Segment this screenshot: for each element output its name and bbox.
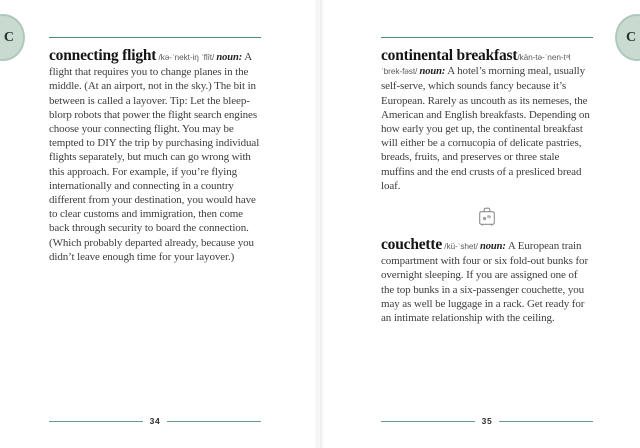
entry-part-of-speech: noun: xyxy=(216,52,243,63)
entry-pronunciation: /kə-ˈnekt-iŋ ˈflīt/ xyxy=(156,52,217,62)
entry-term: continental breakfast xyxy=(381,47,518,64)
right-page xyxy=(381,37,593,325)
page-gutter xyxy=(314,0,324,448)
page-number: 34 xyxy=(149,416,161,426)
entry-definition: A flight that requires you to change planes in the middle. (At an airport, not in the sky.) The bit in between is called a layover. Tip: Let the bleep-blorp robots that power the flight search engines choose your connecting flight. You may be tempted to DIY the trip by purchasing individual flights separately, but much can go wrong with this approach. For example, if you’re flying internationally and connecting in a country different from your destination, you would have to clear customs and immigration, then come back through security to board the connection. (Which probably departed already, because you didn’t leave enough time for your layover.) xyxy=(49,51,260,263)
entry-part-of-speech: noun: xyxy=(419,66,446,78)
footer-rule-right xyxy=(499,421,593,422)
tab-letter: C xyxy=(3,29,14,45)
entry-continental-breakfast xyxy=(381,49,593,193)
entry-headword-group xyxy=(49,47,243,64)
alphabet-tab-left xyxy=(0,14,25,61)
section-rule xyxy=(49,37,261,38)
left-page xyxy=(49,37,261,264)
right-page-footer xyxy=(381,415,593,427)
tab-letter: C xyxy=(626,29,637,45)
section-rule xyxy=(381,37,593,38)
entry-couchette xyxy=(381,238,593,325)
page-number: 35 xyxy=(481,416,493,426)
alphabet-tab-right xyxy=(615,14,640,61)
entry-headword-group xyxy=(381,236,506,254)
entry-divider xyxy=(381,205,593,229)
entry-connecting-flight xyxy=(49,49,261,264)
entry-pronunciation: /kü-ˈshet/ xyxy=(442,241,481,252)
footer-rule-left xyxy=(49,421,143,422)
entry-definition: A European train compartment with four or six fold-out bunks for overnight sleeping. If you are assigned one of the top bunks in a six-passenger couchette, you may as well be luggage in a rack. Get ready for an intimate relationship with the ceiling. xyxy=(381,240,589,325)
entry-pronunciation: /kän-tə-ˈnen-tᵊl ˈbrek-fəst/ xyxy=(381,52,571,77)
entry-definition: A hotel’s morning meal, usually self-serve, which sounds fancy because it’s European. Rarely as uncouth as its nemeses, the American and English breakfasts. Depending on how early you get up, the continental breakfast will either be a cornucopia of delicate pastries, breads, fruits, and preserves or three stale muffins and the end crusts of a presliced bread loaf. xyxy=(381,65,590,192)
entry-term: couchette xyxy=(381,236,443,254)
left-page-footer xyxy=(49,415,261,427)
entry-part-of-speech: noun: xyxy=(480,241,506,253)
footer-rule-left xyxy=(381,421,475,422)
suitcase-icon xyxy=(477,205,497,228)
entry-term: connecting flight xyxy=(49,47,157,64)
footer-rule-right xyxy=(167,421,261,422)
